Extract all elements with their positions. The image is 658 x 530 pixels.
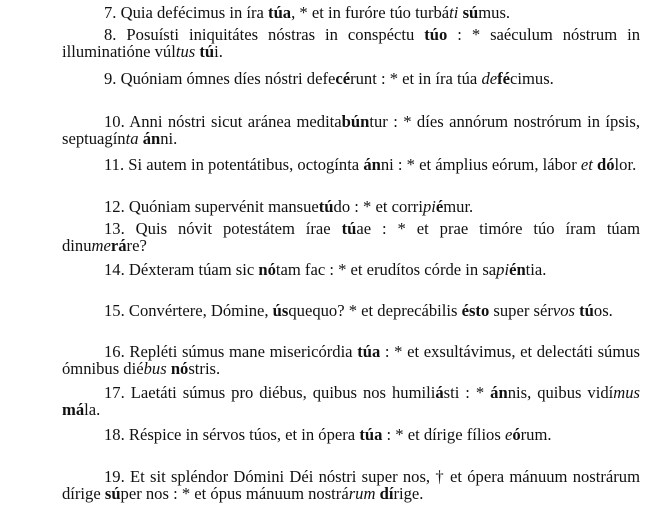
verse-text-run: quequo? * et deprecábilis bbox=[288, 301, 462, 320]
verse-text-run: re? bbox=[126, 236, 147, 256]
verse-text-run: de bbox=[481, 69, 498, 88]
verse-text-run: per nos : * et ópus mánuum nostrá bbox=[120, 484, 349, 504]
verse-text-run: mus. bbox=[478, 3, 511, 22]
verse-text-run: mus bbox=[613, 383, 640, 402]
verse-13 bbox=[62, 220, 640, 254]
verse-text-run: má bbox=[62, 400, 85, 420]
verse-text-run: sú bbox=[462, 3, 479, 22]
verse-number: 11. bbox=[104, 155, 129, 174]
verse-text-run: Posuísti iniquitátes nóstras in conspéctu bbox=[126, 25, 425, 44]
verse-text-run: Déxteram túam sic bbox=[128, 260, 259, 279]
verse-text-run: : * et exsultávimus, et delectáti súmus ómnibus dié bbox=[62, 342, 640, 379]
verse-number: 19. bbox=[104, 467, 131, 486]
verse-11 bbox=[62, 156, 640, 173]
verse-text-run: Quia defécimus in íra bbox=[120, 3, 269, 22]
verse-text-run: Quis nóvit potestátem írae bbox=[135, 219, 342, 238]
verse-text-run: tú bbox=[579, 301, 594, 320]
verse-text-run: rum bbox=[348, 484, 376, 504]
verse-text-run: me bbox=[91, 236, 111, 256]
verse-text-run: dí bbox=[379, 484, 394, 504]
verse-text-run: ús bbox=[272, 301, 289, 320]
verse-text-run: é bbox=[435, 197, 444, 216]
verse-text-run: án bbox=[363, 155, 381, 174]
verse-text-run: os. bbox=[593, 301, 613, 320]
verse-text-run: Quóniam ómnes díes nóstri defe bbox=[120, 69, 336, 88]
verse-text-run: ae : * et prae timóre túo íram túam dinu bbox=[62, 219, 640, 256]
verse-text-run: túo bbox=[424, 25, 448, 44]
verse-text-run: tur : * díes annórum nostrórum in ípsis, septuagín bbox=[62, 112, 640, 149]
verse-text-run: án bbox=[490, 383, 508, 402]
verse-text-run: mur. bbox=[443, 197, 474, 216]
verse-text-run: : * et dírige fílios bbox=[382, 425, 505, 444]
verse-text-run: bus bbox=[143, 359, 167, 379]
verse-text-run: pi bbox=[422, 197, 436, 216]
verse-12 bbox=[62, 198, 640, 215]
verse-text-run: sti : * bbox=[443, 383, 491, 402]
verse-text-run: tam fac : * et erudítos córde in sa bbox=[275, 260, 497, 279]
verse-text-run: do : * et corri bbox=[333, 197, 423, 216]
verse-text-run: stris. bbox=[188, 359, 221, 379]
verse-text-run: super sér bbox=[489, 301, 553, 320]
verse-text-run: ni. bbox=[160, 129, 178, 149]
verse-text-run: rum. bbox=[520, 425, 552, 444]
verse-text-run: , * et in furóre túo turbá bbox=[291, 3, 450, 22]
verse-text-run: tú bbox=[199, 42, 215, 62]
verse-10 bbox=[62, 113, 640, 147]
verse-text-run: lor. bbox=[614, 155, 637, 174]
verse-18 bbox=[62, 426, 640, 443]
verse-text-run: Et sit spléndor Dómini Déi nóstri super nos, † et ópera mánuum nostrárum dírige bbox=[62, 467, 640, 504]
verse-19 bbox=[62, 468, 640, 502]
verse-number: 15. bbox=[104, 301, 129, 320]
verse-text-run: rá bbox=[110, 236, 127, 256]
verse-15 bbox=[62, 302, 640, 319]
verse-number: 9. bbox=[104, 69, 121, 88]
verse-text-run: vos bbox=[552, 301, 575, 320]
verse-text-run: tia. bbox=[525, 260, 547, 279]
verse-text-run: dó bbox=[597, 155, 615, 174]
verse-7 bbox=[62, 4, 640, 21]
verse-17 bbox=[62, 384, 640, 418]
verse-text-run: Si autem in potentátibus, octogínta bbox=[128, 155, 364, 174]
verse-text-run: ó bbox=[512, 425, 521, 444]
verse-text-run: cé bbox=[335, 69, 351, 88]
verse-9 bbox=[62, 70, 640, 87]
verse-8 bbox=[62, 26, 640, 60]
verse-text-run: tú bbox=[318, 197, 334, 216]
verse-text-run: e bbox=[504, 425, 513, 444]
verse-number: 14. bbox=[104, 260, 129, 279]
verse-text-run: rige. bbox=[393, 484, 424, 504]
verse-number: 17. bbox=[104, 383, 131, 402]
verse-text-run: fé bbox=[497, 69, 511, 88]
verse-text-run: túa bbox=[359, 425, 383, 444]
verse-text-run: Quóniam supervénit mansue bbox=[128, 197, 319, 216]
verse-text-run: Réspice in sérvos túos, et in ópera bbox=[128, 425, 360, 444]
verse-text-run: : * saéculum nóstrum in illuminatióne vúl bbox=[62, 25, 640, 62]
verse-number: 8. bbox=[104, 25, 127, 44]
verse-text-run: én bbox=[509, 260, 526, 279]
verse-text-run: á bbox=[435, 383, 444, 402]
verse-text-run: Laetáti súmus pro diébus, quibus nos humili bbox=[130, 383, 436, 402]
verse-text-run: cimus. bbox=[510, 69, 554, 88]
verse-text-run: bún bbox=[341, 112, 370, 131]
verse-16 bbox=[62, 343, 640, 377]
verse-text-run: i. bbox=[214, 42, 223, 62]
verse-text-run: Anni nóstri sicut aránea medita bbox=[129, 112, 342, 131]
verse-text-run: tú bbox=[341, 219, 357, 238]
verse-text-run: ésto bbox=[461, 301, 490, 320]
verse-text-run: nó bbox=[170, 359, 189, 379]
verse-text-run: Repléti súmus mane misericórdia bbox=[129, 342, 358, 361]
verse-text-run: sú bbox=[104, 484, 121, 504]
verse-number: 12. bbox=[104, 197, 129, 216]
verse-number: 16. bbox=[104, 342, 130, 361]
verse-number: 13. bbox=[104, 219, 136, 238]
verse-text-run: la. bbox=[84, 400, 101, 420]
verse-text-run: túa bbox=[268, 3, 292, 22]
verse-text-run: ti bbox=[449, 3, 459, 22]
verse-text-run: et bbox=[580, 155, 593, 174]
verse-text-run: túa bbox=[357, 342, 381, 361]
verse-text-run: ta bbox=[125, 129, 139, 149]
verse-number: 18. bbox=[104, 425, 129, 444]
verse-number: 7. bbox=[104, 3, 121, 22]
verse-text-run: nó bbox=[258, 260, 276, 279]
verse-text-run: tus bbox=[175, 42, 196, 62]
verse-14 bbox=[62, 261, 640, 278]
verse-text-run: ni : * et ámplius eórum, lábor bbox=[380, 155, 581, 174]
verse-number: 10. bbox=[104, 112, 130, 131]
verse-text-run: án bbox=[142, 129, 161, 149]
verse-text-run: runt : * et in íra túa bbox=[350, 69, 482, 88]
verse-text-run: Convértere, Dómine, bbox=[128, 301, 273, 320]
verse-text-run: nis, quibus vidí bbox=[507, 383, 614, 402]
verse-text-run: pi bbox=[496, 260, 510, 279]
